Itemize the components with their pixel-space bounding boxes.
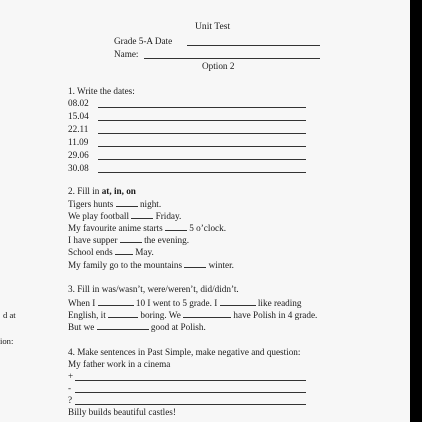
date-item: 11.09: [68, 137, 89, 147]
question-mark: ?: [68, 395, 73, 405]
section1-heading: 1. Write the dates:: [68, 86, 135, 96]
fill-line: [68, 198, 161, 210]
date-item: 29.06: [68, 150, 89, 160]
fill-line-after: the evening.: [144, 235, 189, 245]
answer-line: [98, 133, 306, 134]
paragraph-line: [68, 321, 206, 333]
fill-line-before: Tigers hunts: [68, 199, 114, 209]
paragraph-line: [68, 297, 302, 309]
text-fragment: have Polish in 4 grade.: [233, 310, 318, 320]
answer-line: [98, 172, 306, 173]
answer-line: [75, 380, 306, 381]
fill-blank: [97, 321, 149, 330]
fill-line: [68, 234, 189, 246]
date-item: 30.08: [68, 163, 89, 173]
fill-line-before: My favourite anime starts: [68, 223, 163, 233]
fill-blank: [220, 297, 256, 306]
answer-line: [98, 146, 306, 147]
text-fragment: good at Polish.: [150, 322, 206, 332]
section2-heading: [68, 186, 136, 197]
fill-line-before: My family go to the mountains: [68, 260, 183, 270]
text-fragment: boring. We: [140, 310, 181, 320]
text-fragment: 10 I went to 5 grade. I: [135, 298, 218, 308]
page-title: Unit Test: [195, 21, 231, 32]
fill-blank: [183, 309, 231, 318]
answer-line: [75, 404, 306, 405]
grade-date-label: Grade 5-A Date: [114, 36, 173, 46]
fill-blank: [120, 234, 142, 243]
fill-line-before: We play football: [68, 211, 130, 221]
previous-page-edge: [0, 0, 54, 422]
fill-blank: [116, 198, 138, 207]
section3-heading: 3. Fill in was/wasn’t, were/weren’t, did/didn’t.: [68, 284, 239, 294]
sentence-prompt-2: Billy builds beautiful castles!: [68, 407, 176, 417]
fill-line-before: I have supper: [68, 235, 118, 245]
name-line: [144, 58, 320, 59]
margin-fragment-2: ion:: [0, 336, 14, 346]
plus-sign: +: [68, 371, 74, 381]
fill-blank: [184, 259, 206, 268]
section4-heading: 4. Make sentences in Past Simple, make negative and question:: [68, 347, 301, 357]
fill-blank: [131, 210, 153, 219]
date-item: 08.02: [68, 98, 89, 108]
fill-line-after: May.: [135, 247, 154, 257]
text-fragment: But we: [68, 322, 95, 332]
text-fragment: When I: [68, 298, 96, 308]
fill-blank: [98, 297, 134, 306]
answer-line: [98, 159, 306, 160]
text-fragment: like reading: [257, 298, 302, 308]
fill-line-after: 5 o’clock.: [189, 223, 227, 233]
fill-line-after: Friday.: [155, 211, 182, 221]
fill-blank: [165, 222, 187, 231]
section2-heading-prefix: 2. Fill in: [68, 186, 102, 196]
date-item: 22.11: [68, 124, 89, 134]
date-item: 15.04: [68, 111, 89, 121]
fill-line-after: night.: [139, 199, 162, 209]
date-line: [187, 45, 320, 46]
fill-line-before: School ends: [68, 247, 113, 257]
paragraph-line: [68, 309, 317, 321]
section2-heading-words: at, in, on: [101, 186, 136, 196]
fill-line: [68, 222, 226, 234]
fill-blank: [108, 309, 138, 318]
answer-line: [98, 107, 306, 108]
name-label: Name:: [114, 49, 139, 59]
fill-blank: [115, 246, 133, 255]
margin-fragment-1: d at: [3, 310, 16, 320]
answer-line: [98, 120, 306, 121]
text-fragment: English, it: [68, 310, 106, 320]
fill-line: [68, 246, 154, 258]
fill-line-after: winter.: [208, 260, 234, 270]
minus-sign: -: [68, 383, 72, 393]
answer-line: [75, 392, 306, 393]
option-label: Option 2: [202, 61, 235, 71]
fill-line: [68, 259, 234, 271]
fill-line: [68, 210, 181, 222]
sentence-prompt: My father work in a cinema: [68, 359, 171, 369]
